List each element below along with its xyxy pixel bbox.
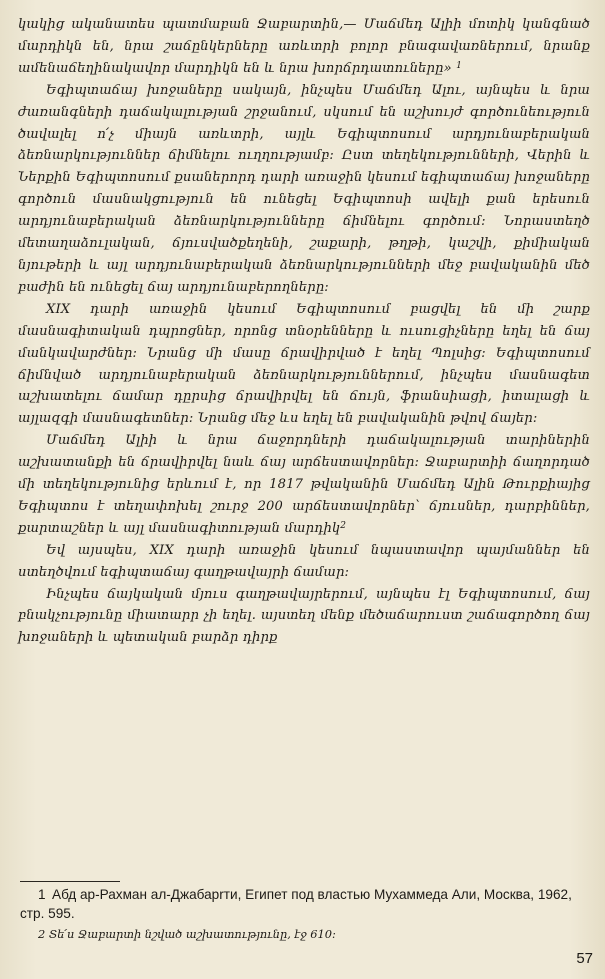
paragraph-4 (18, 430, 590, 540)
footnote-1-text: Абд ар-Рахман ал-Джабарrти, Египет под властью Мухаммеда Али, Москва, 1962, стр. 595. (20, 887, 572, 921)
footnote-mark-2: 2 (340, 520, 347, 531)
paragraph-5: Եվ այսպես, XIX դարի առաջին կեսում նպաստավոր պայմաններ են ստեղծվում եգիպտաճայ գաղթավայրի ճամար։ (18, 542, 590, 580)
footnote-2 (20, 923, 592, 945)
footnote-mark-1: 1 (456, 60, 462, 71)
footnotes (20, 885, 592, 945)
paragraph-6: Ինչպես ճայկական մյուս գաղթավայրերում, այնպես էլ Եգիպտոսում, ճայ բնակչությունը միատարր չի եղել. այստեղ մենք մեծաճարուստ շաճագործող ճայ խոջաների և պետական բարձր դիրք (18, 586, 590, 646)
paragraph-2: Եգիպտաճայ խոջաները սակայն, ինչպես Մաճմեդ Ալու, այնպես և նրա ժառանգների դաճակալության շրջանում, սկսում են աշխույժ գործունեություն ծավալել ո՛չ միայն առևտրի, այլև Եգիպտոսում արդյունաբերական ձեռնարկություններ ճիմնելու ուղղությամբ։ Ըստ տեղեկությունների, Վերին և Ներքին Եգիպտոսում քսաներորդ դարի առաջին կեսում եգիպտաճայ խոջաները գործուն մասնակցություն են ունեցել Եգիպտոսի ավելի քան երեսուն արդյունաբերական ձեռնարկությունները ճիմնելու գործում։ Նորաստեղծ մետաղաձուլական, ճյուսվածքեղենի, շաքարի, թղթի, կաշվի, քիմիական նյութերի և այլ արդյունաբերական ձեռնարկությունների մեջ բավականին մեծ բաժին են ունեցել ճայ արդյունաբերողները։ (18, 82, 590, 295)
paragraph-1-text: կակից ականատես պատմաբան Ջաբարտին,— Մաճմեդ Ալիի մոտիկ կանգնած մարդիկն են, նրա շաճընկերները առևտրի բոլոր բնագավառներում, նրանք ամենաճեղինակավոր մարդիկն են և նրա խորճրդատուները» (18, 17, 590, 76)
main-text (18, 14, 590, 649)
footnote-1-number: 1 (38, 887, 46, 902)
footnote-2-number: 2 (38, 927, 46, 941)
paragraph-1 (18, 14, 590, 80)
paragraph-4-text: Մաճմեդ Ալիի և նրա ճաջորդների դաճակալության տարիներին աշխատանքի են ճրավիրվել նաև ճայ արճեստավորներ։ Ջաբարտիի ճաղորդած մի տեղեկությունից երևում է, որ 1817 թվականին Մաճմեդ Ալին Թուրքիայից Եգիպտոս է տեղափոխել շուրջ 200 արճեստավորներ՝ ճյուսներ, դարբիններ, քարտաշներ և այլ մասնագիտության մարդիկ (18, 433, 590, 536)
footnote-divider (20, 881, 120, 882)
paragraph-3: XIX դարի առաջին կեսում Եգիպտոսում բացվել են մի շարք մասնագիտական դպրոցներ, որոնց տնօրենները և ուսուցիչները եղել են ճայ մանկավարժներ։ Նրանց մի մասը ճրավիրված է եղել Պոլսից։ Եգիպտոսում ճիմնված արդյունաբերական ձեռնարկություններում, ինչպես մասնագետ աշխատելու ճամար դըրսից ճրավիրվել են ճույն, ֆրանսիացի, իտալացի և այլազգի մասնագետներ։ Նրանց մեջ ևս եղել են բավականին թվով ճայեր։ (18, 301, 590, 427)
page-number: 57 (576, 950, 593, 967)
footnote-2-text: Տե՛ս Ջաբարտի նշված աշխատությունը, էջ 610։ (48, 927, 336, 941)
footnote-1 (20, 885, 592, 923)
